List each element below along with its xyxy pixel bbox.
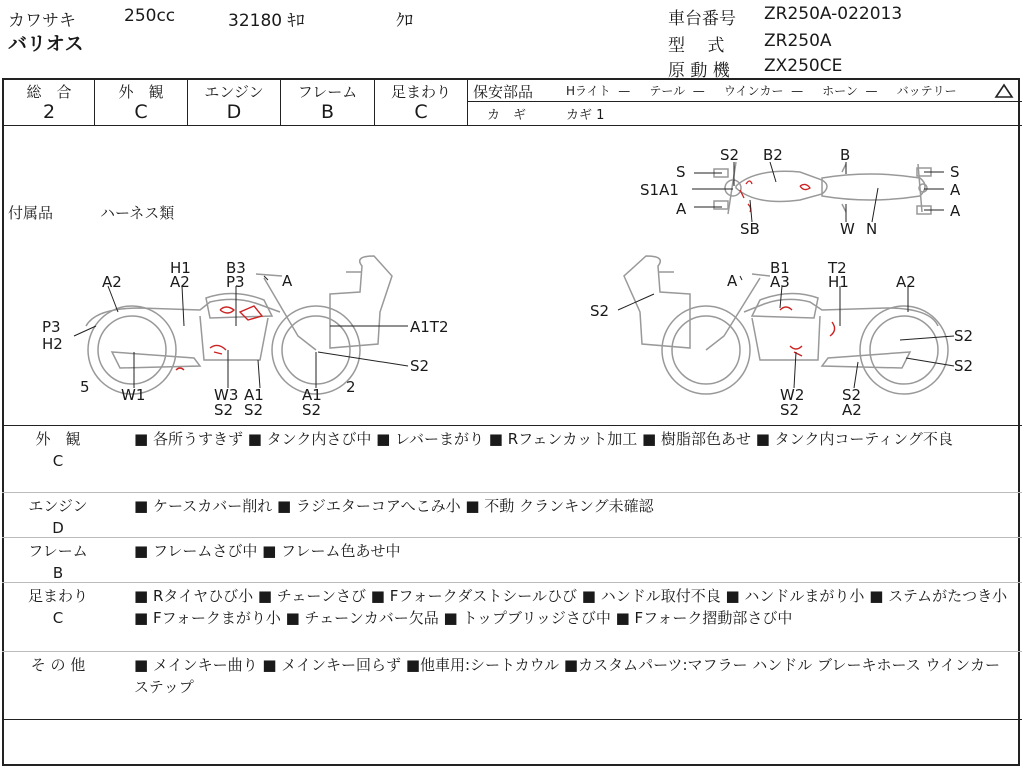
grade-divider-5 bbox=[467, 78, 468, 126]
damage-code: S1A1 bbox=[640, 181, 679, 199]
grade-label-exterior: 外 観 bbox=[118, 83, 164, 101]
damage-code: B bbox=[840, 146, 851, 164]
grade-value-suspension: C bbox=[414, 101, 428, 123]
damage-code: A3 bbox=[770, 273, 790, 291]
section-suspension-label bbox=[8, 585, 108, 629]
accessories-value: ハーネス類 bbox=[100, 204, 175, 222]
section-grade: C bbox=[52, 452, 64, 470]
grade-label-suspension: 足まわり bbox=[390, 83, 451, 101]
grade-value-overall: 2 bbox=[42, 101, 56, 123]
damage-code: P3 bbox=[42, 318, 61, 336]
damage-code: A2 bbox=[896, 273, 916, 291]
damage-code: W2 bbox=[780, 386, 805, 404]
mileage: 32180 ｷﾛ bbox=[228, 11, 305, 31]
displacement: 250cc bbox=[124, 6, 176, 26]
damage-code: 2 bbox=[346, 378, 356, 396]
damage-code: B2 bbox=[763, 146, 783, 164]
damage-code: H1 bbox=[828, 273, 849, 291]
top-view-leaders bbox=[692, 162, 944, 222]
damage-code: S2 bbox=[410, 357, 430, 375]
damage-code: S2 bbox=[214, 401, 234, 419]
damage-code: S2 bbox=[244, 401, 264, 419]
safety-title: 保安部品 bbox=[473, 83, 534, 101]
damage-code: SB bbox=[740, 220, 760, 238]
section-engine-label bbox=[8, 495, 108, 539]
section-other-label bbox=[8, 654, 108, 676]
engine-label: 原 動 機 bbox=[668, 61, 730, 81]
damage-code: S2 bbox=[720, 146, 740, 164]
damage-code: A1 bbox=[302, 386, 322, 404]
row-line-2 bbox=[2, 537, 1022, 538]
section-engine-text: ■ ケースカバー削れ ■ ラジエターコアへこみ小 ■ 不動 クランキング未確認 bbox=[134, 497, 654, 515]
grade-value-exterior: C bbox=[134, 101, 148, 123]
type-label: 型 式 bbox=[668, 36, 725, 56]
section-exterior-text: ■ 各所うすきず ■ タンク内さび中 ■ レバーまがり ■ Rフェンカット加工 ■ 樹脂部色あせ ■ タンク内コーティング不良 bbox=[134, 430, 953, 448]
section-grade: D bbox=[52, 519, 64, 537]
damage-code: A2 bbox=[102, 273, 122, 291]
damage-code: S bbox=[676, 163, 686, 181]
damage-code: W1 bbox=[121, 386, 146, 404]
damage-diagram bbox=[0, 126, 1024, 424]
section-grade: C bbox=[52, 609, 64, 627]
damage-code: W bbox=[840, 220, 855, 238]
damage-code: 5 bbox=[80, 378, 90, 396]
section-label: エンジン bbox=[28, 497, 88, 515]
damage-code: A bbox=[950, 181, 961, 199]
grade-value-frame: B bbox=[320, 101, 335, 123]
notes-bottom-line bbox=[2, 719, 1022, 720]
damage-code: S2 bbox=[842, 386, 862, 404]
grade-label-overall: 総 合 bbox=[26, 83, 72, 101]
damage-code: S2 bbox=[780, 401, 800, 419]
safety-divider bbox=[467, 101, 1022, 102]
damage-code: B1 bbox=[770, 259, 790, 277]
key-value: カギ 1 bbox=[566, 108, 605, 123]
key-label: カ ギ bbox=[487, 108, 527, 123]
damage-code: N bbox=[866, 220, 878, 238]
section-frame-label bbox=[8, 540, 108, 584]
triangle-warning-icon bbox=[994, 83, 1014, 99]
section-label: 外 観 bbox=[35, 430, 81, 448]
grade-label-frame: フレーム bbox=[297, 83, 358, 101]
damage-code: A bbox=[282, 272, 293, 290]
damage-code: S bbox=[950, 163, 960, 181]
row-line-3 bbox=[2, 582, 1022, 583]
section-other-text: ■ メインキー曲り ■ メインキー回らず ■他車用:シートカウル ■カスタムパーツ:マフラー ハンドル ブレーキホース ウインカー ステップ bbox=[134, 656, 1001, 696]
row-line-1 bbox=[2, 492, 1022, 493]
grade-label-engine: エンジン bbox=[204, 83, 264, 101]
damage-code: H2 bbox=[42, 335, 63, 353]
engine-value: ZX250CE bbox=[764, 56, 843, 76]
section-frame-text: ■ フレームさび中 ■ フレーム色あせ中 bbox=[134, 542, 401, 560]
top-view-drawing bbox=[714, 162, 931, 214]
section-grade: B bbox=[52, 564, 64, 582]
section-label: そ の 他 bbox=[30, 656, 86, 674]
section-label: 足まわり bbox=[27, 587, 88, 605]
damage-code: A2 bbox=[842, 401, 862, 419]
damage-code: A1 bbox=[244, 386, 264, 404]
damage-code: T2 bbox=[828, 259, 847, 277]
maker: カワサキ bbox=[8, 11, 76, 31]
damage-code: A2 bbox=[170, 273, 190, 291]
damage-code: S2 bbox=[954, 357, 974, 375]
grade-value-engine: D bbox=[226, 101, 242, 123]
section-exterior-label bbox=[8, 428, 108, 472]
chassis-label: 車台番号 bbox=[668, 9, 736, 29]
damage-code: A bbox=[676, 200, 687, 218]
section-label: フレーム bbox=[28, 542, 88, 560]
model-name: バリオス bbox=[8, 33, 84, 55]
damage-code: A bbox=[950, 202, 961, 220]
color: ｸﾛ bbox=[396, 11, 413, 31]
damage-code: W3 bbox=[214, 386, 239, 404]
damage-code: P3 bbox=[226, 273, 245, 291]
chassis-number: ZR250A-022013 bbox=[764, 4, 903, 24]
diagram-bottom-line bbox=[2, 425, 1022, 426]
damage-code: H1 bbox=[170, 259, 191, 277]
damage-code: B3 bbox=[226, 259, 246, 277]
type-value: ZR250A bbox=[764, 31, 832, 51]
damage-code: A1T2 bbox=[410, 318, 449, 336]
section-suspension-text: ■ Rタイヤひび小 ■ チェーンさび ■ Fフォークダストシールひび ■ ハンドル取付不良 ■ ハンドルまがり小 ■ ステムがたつき小 ■ Fフォークまがり小 ■ チェーンカバー欠品 ■ トップブリッジさび中 ■ Fフォーク摺動部さび中 bbox=[134, 587, 1008, 627]
accessories-label: 付属品 bbox=[8, 204, 54, 222]
row-line-4 bbox=[2, 651, 1022, 652]
damage-code: S2 bbox=[954, 327, 974, 345]
safety-items: Hライト — テール — ウインカー — ホーン — バッテリー bbox=[566, 84, 957, 98]
damage-code: S2 bbox=[590, 302, 610, 320]
damage-code: A bbox=[727, 272, 738, 290]
damage-code: S2 bbox=[302, 401, 322, 419]
